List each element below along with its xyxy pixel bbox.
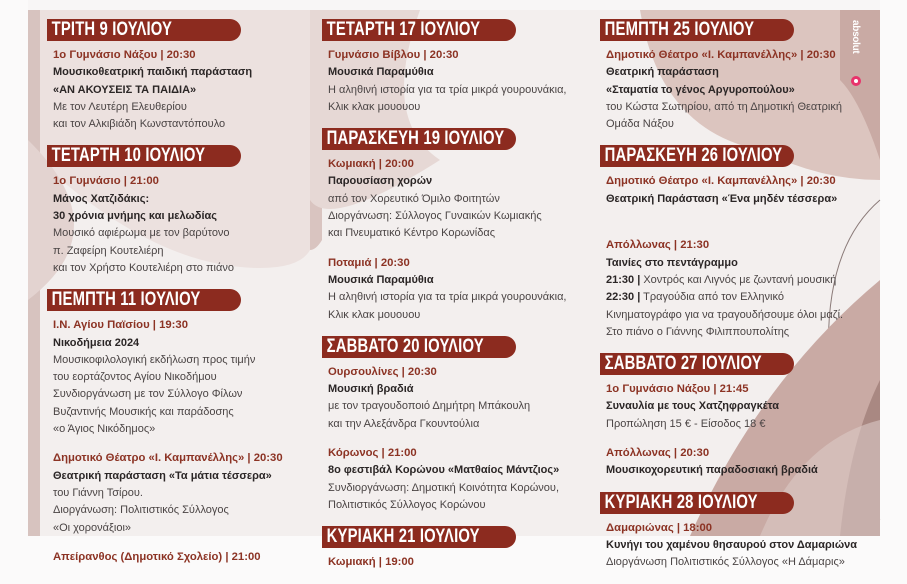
event-venue-time: Γυμνάσιο Βίβλου | 20:30: [328, 49, 459, 61]
event-line: Μουσικοθεατρική παιδική παράσταση: [53, 66, 253, 79]
day-header: [322, 336, 516, 358]
event-line: Μάνος Χατζιδάκις:: [53, 192, 150, 205]
event-line: Μουσική βραδιά: [328, 383, 414, 396]
event-line: Βυζαντινής Μουσικής και παράδοσης: [53, 405, 234, 418]
event: [322, 156, 612, 242]
day-section: [600, 19, 890, 133]
event-line: Ομάδα Νάξου: [606, 118, 674, 131]
event-line: [600, 289, 890, 306]
day-section: [600, 492, 890, 572]
event-venue-time: Ουρσουλίνες | 20:30: [328, 365, 437, 378]
event: [600, 173, 890, 225]
day-header: [47, 289, 241, 311]
day-title: ΠΑΡΑΣΚΕΥΗ 26 ΙΟΥΛΙΟΥ: [604, 145, 783, 167]
event-line: Στο πιάνο ο Γιάννης Φιλιππουπολίτης: [606, 325, 790, 338]
event-line: Διοργάνωση: Σύλλογος Γυναικών Κωμιακής: [328, 210, 542, 223]
event-line: «ο Άγιος Νικόδημος»: [53, 423, 156, 436]
event-line: Ταινίες στο πεντάγραμμο: [606, 256, 738, 269]
day-header: [600, 19, 794, 41]
event-line: Μουσικά Παραμύθια: [328, 273, 434, 286]
event-venue-time: Δημοτικό Θέατρο «Ι. Καμπανέλλης» | 20:30: [53, 452, 283, 465]
event-venue-time: Απείρανθος (Δημοτικό Σχολείο) | 21:00: [53, 550, 261, 563]
event-line: με τον τραγουδοποιό Δημήτρη Μπάκουλη: [328, 400, 531, 413]
event: [322, 364, 612, 433]
event-line-time: 21:30 |: [606, 273, 641, 286]
day-header: [600, 492, 794, 514]
event-line: Η αληθινή ιστορία για τα τρία μικρά γουρουνάκια,: [328, 291, 567, 304]
event: [322, 445, 612, 514]
event-line: Κυνήγι του χαμένου θησαυρού στον Δαμαριώνα: [606, 538, 858, 551]
day-section: [47, 19, 337, 133]
day-title: ΚΥΡΙΑΚΗ 21 ΙΟΥΛΙΟΥ: [326, 526, 480, 548]
day-section: [600, 353, 890, 479]
day-title: ΣΑΒΒΑΤΟ 27 ΙΟΥΛΙΟΥ: [604, 353, 762, 375]
event-line: Μουσικό αφιέρωμα με τον βαρύτονο: [53, 227, 230, 240]
day-header: [600, 353, 794, 375]
day-title: ΠΕΜΠΤΗ 25 ΙΟΥΛΙΟΥ: [604, 19, 755, 40]
event-line: Θεατρική παράσταση «Τα μάτια τέσσερα»: [53, 469, 272, 482]
day-section: [322, 336, 612, 514]
day-title: ΤΕΤΑΡΤΗ 17 ΙΟΥΛΙΟΥ: [326, 19, 481, 40]
event-line: και Πνευματικό Κέντρο Κορωνίδας: [328, 227, 496, 240]
event: [600, 520, 890, 572]
event-line: Προπώληση 15 € - Είσοδος 18 €: [606, 417, 766, 430]
day-header: [322, 19, 516, 41]
event-line: Συνδιοργάνωση: Δημοτική Κοινότητα Κορώνου,: [328, 481, 559, 494]
event-line: του Γιάννη Τσίρου.: [53, 486, 143, 499]
day-title: ΣΑΒΒΑΤΟ 20 ΙΟΥΛΙΟΥ: [326, 335, 484, 357]
day-title: ΚΥΡΙΑΚΗ 28 ΙΟΥΛΙΟΥ: [604, 491, 758, 513]
event: [600, 381, 890, 433]
event-line: Θεατρική παράσταση: [606, 66, 719, 79]
event-line: Θεατρική Παράσταση «Ένα μηδέν τέσσερα»: [606, 192, 838, 205]
day-title: ΠΕΜΠΤΗ 11 ΙΟΥΛΙΟΥ: [51, 289, 201, 311]
event-venue-time: Δημοτικό Θέατρο «Ι. Καμπανέλλης» | 20:30: [606, 175, 836, 188]
column-3: [600, 19, 890, 584]
event-line: Με τον Λευτέρη Ελευθερίου: [53, 100, 187, 113]
event-line: Μουσικοχορευτική παραδοσιακή βραδιά: [606, 464, 818, 477]
event-line: Συναυλία με τους Χατζηφραγκέτα: [606, 400, 780, 413]
event-line: 8ο φεστιβάλ Κορώνου «Ματθαίος Μάντζιος»: [328, 464, 560, 477]
event-venue-time: Ι.Ν. Αγίου Παϊσίου | 19:30: [53, 319, 188, 332]
event-venue-time: 1ο Γυμνάσιο Νάξου | 21:45: [606, 383, 749, 396]
event-line: Συνδιοργάνωση με τον Σύλλογο Φίλων: [53, 388, 243, 401]
day-section: [322, 19, 612, 116]
event-line: Πολιτιστικός Σύλλογος Κορώνου: [328, 498, 486, 511]
event-line: του εορτάζοντος Αγίου Νικοδήμου: [53, 371, 217, 384]
day-section: [600, 145, 890, 341]
day-header: [47, 19, 241, 41]
event-line: Η αληθινή ιστορία για τα τρία μικρά γουρουνάκια,: [328, 83, 567, 96]
event-line: και την Αλεξάνδρα Γκουντούλια: [328, 417, 480, 430]
event: [322, 255, 612, 324]
event-line: «Σταματία το γένος Αργυροπούλου»: [606, 83, 795, 96]
event-line: 30 χρόνια μνήμης και μελωδίας: [53, 210, 218, 223]
event-line: Παρουσίαση χορών: [328, 175, 433, 188]
day-section: [322, 526, 612, 571]
event-venue-time: Κόρωνος | 21:00: [328, 447, 417, 460]
event-venue-time: Απόλλωνας | 21:30: [606, 239, 710, 252]
day-section: [47, 289, 337, 566]
event-venue-time: Δημοτικό Θέατρο «Ι. Καμπανέλλης» | 20:30: [606, 49, 836, 61]
day-header: [322, 128, 516, 150]
event-line-time: 22:30 |: [606, 291, 641, 304]
event-line: Διοργάνωση: Πολιτιστικός Σύλλογος: [53, 504, 229, 517]
day-title: ΤΕΤΑΡΤΗ 10 ΙΟΥΛΙΟΥ: [51, 145, 206, 167]
event: [600, 445, 890, 480]
column-1: [47, 19, 337, 578]
day-header: [600, 145, 794, 167]
event-line: Κλικ κλακ μουουου: [328, 100, 421, 113]
event-line: Κινηματογράφο για να τραγουδήσουμε όλοι μαζί.: [606, 308, 844, 321]
event: [322, 554, 612, 571]
event-venue-time: Κωμιακή | 19:00: [328, 556, 414, 569]
event: [600, 47, 890, 133]
event-line: του Κώστα Σωτηρίου, από τη Δημοτική Θεατρική: [606, 100, 842, 113]
day-section: [322, 128, 612, 324]
event-line-text: Χοντρός και Λιγνός με ζωντανή μουσική: [640, 273, 837, 286]
logo-text: absolut: [850, 20, 861, 54]
event: [47, 173, 337, 277]
event: [322, 47, 612, 116]
event-venue-time: Απόλλωνας | 20:30: [606, 447, 710, 460]
event-line: «ΑΝ ΑΚΟΥΣΕΙΣ ΤΑ ΠΑΙΔΙΑ»: [53, 83, 197, 96]
day-header: [322, 526, 516, 548]
event-line-text: Τραγούδια από τον Ελληνικό: [640, 291, 784, 304]
event: [47, 450, 337, 536]
day-header: [47, 145, 241, 167]
event-line: «Οι χορονάξιοι»: [53, 521, 132, 534]
event-line: Διοργάνωση Πολιτιστικός Σύλλογος «Η Δάμαρις»: [606, 556, 845, 569]
event-line: Κλικ κλακ μουουου: [328, 308, 421, 321]
day-title: ΤΡΙΤΗ 9 ΙΟΥΛΙΟΥ: [51, 19, 173, 40]
event-venue-time: Κωμιακή | 20:00: [328, 158, 414, 171]
event-venue-time: Δαμαριώνας | 18:00: [606, 521, 713, 534]
event-line: Μουσικά Παραμύθια: [328, 66, 434, 79]
event-line: και τον Αλκιβιάδη Κωνσταντόπουλο: [53, 118, 226, 131]
event-venue-time: Ποταμιά | 20:30: [328, 256, 410, 269]
event-line: Νικοδήμεια 2024: [53, 336, 140, 349]
event-line: και τον Χρήστο Κουτελιέρη στο πιάνο: [53, 261, 234, 274]
event-line: [600, 208, 890, 225]
day-section: [47, 145, 337, 277]
column-2: [322, 19, 612, 584]
event-venue-time: 1ο Γυμνάσιο Νάξου | 20:30: [53, 49, 196, 61]
event-line: [600, 272, 890, 289]
event: [47, 47, 337, 133]
event-line: Μουσικοφιλολογική εκδήλωση προς τιμήν: [53, 353, 256, 366]
event-venue-time: 1ο Γυμνάσιο | 21:00: [53, 175, 159, 188]
event: [47, 317, 337, 438]
event: [47, 549, 337, 566]
event-line: από τον Χορευτικό Όμιλο Φοιτητών: [328, 192, 500, 205]
event: [600, 237, 890, 341]
day-title: ΠΑΡΑΣΚΕΥΗ 19 ΙΟΥΛΙΟΥ: [326, 128, 505, 150]
event-line: π. Ζαφείρη Κουτελιέρη: [53, 244, 164, 257]
